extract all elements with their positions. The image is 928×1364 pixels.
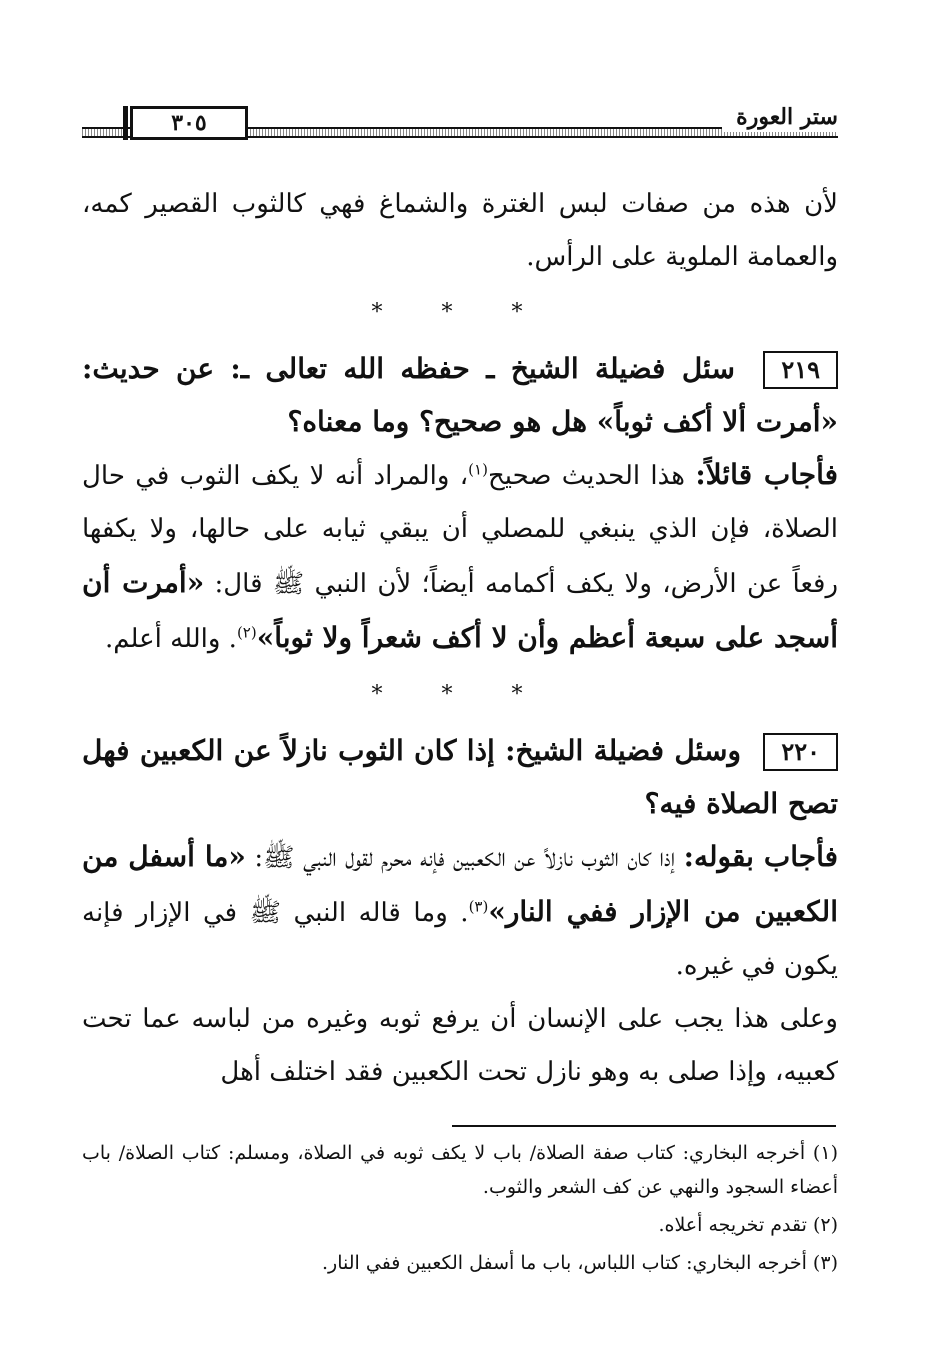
footnote-ref: (٢) [236, 623, 257, 642]
answer-text: إذا كان الثوب نازلاً عن الكعبين فإنه محرم لقول النبي ﷺ: [254, 843, 676, 873]
question-text: سئل فضيلة الشيخ ـ حفظه الله تعالى ـ: عن حديث: «أمرت ألا أكف ثوباً» هل هو صحيح؟ وما معناه؟ [82, 352, 838, 438]
footnote-2: (٢) تقدم تخريجه أعلاه. [658, 1214, 838, 1236]
paragraph-continuation: وعلى هذا يجب على الإنسان أن يرفع ثوبه وغيره من لباسه عما تحت كعبيه، وإذا صلى به وهو نازل تحت الكعبين فقد اختلف أهل [82, 1004, 838, 1087]
question-220 [82, 724, 838, 830]
answer-lead: فأجاب بقوله: [683, 840, 839, 873]
page-number: ٣٠٥ [130, 106, 248, 140]
separator-stars: * * * [371, 682, 549, 707]
answer-text: ، والمراد أنه لا يكف الثوب في حال الصلاة، فإن الذي ينبغي للمصلي أن يبقي ثيابه على حالها، ولا يكفها رفعاً عن الأرض، ولا يكف أكمامه أيضاً؛ لأن النبي ﷺ قال: [82, 461, 838, 599]
answer-219 [82, 448, 838, 666]
footnote-ref: (٣) [468, 897, 489, 916]
main-text [82, 178, 838, 1099]
page-header [82, 100, 838, 146]
answer-text: هذا الحديث صحيح [487, 461, 685, 491]
footnote-3: (٣) أخرجه البخاري: كتاب اللباس، باب ما أسفل الكعبين ففي النار. [322, 1252, 838, 1274]
hadith-quote: «أمرت أن أسجد على سبعة أعظم وأن لا أكف شعراً ولا ثوباً» [82, 566, 838, 654]
answer-text: . وما قاله النبي ﷺ في الإزار فإنه يكون في غيره. [82, 898, 838, 981]
footnotes [82, 1136, 838, 1284]
paragraph-intro: لأن هذه من صفات لبس الغترة والشماغ فهي كالثوب القصير كمه، والعمامة الملوية على الرأس. [82, 189, 838, 272]
footnote-divider [452, 1125, 836, 1127]
question-number: ٢١٩ [763, 351, 838, 389]
answer-lead: فأجاب قائلاً: [695, 458, 839, 491]
answer-220 [82, 830, 838, 993]
running-title: ستر العورة [722, 102, 838, 132]
question-number: ٢٢٠ [763, 733, 838, 771]
question-text: وسئل فضيلة الشيخ: إذا كان الثوب نازلاً عن الكعبين فهل تصح الصلاة فيه؟ [82, 734, 838, 820]
hadith-quote: «ما أسفل من الكعبين من الإزار ففي النار» [82, 840, 838, 928]
separator-stars: * * * [371, 300, 549, 325]
footnote-1: (١) أخرجه البخاري: كتاب صفة الصلاة/ باب لا يكف ثوبه في الصلاة، ومسلم: كتاب الصلاة/ باب أعضاء السجود والنهي عن كف الشعر والثوب. [82, 1142, 838, 1198]
question-219 [82, 342, 838, 448]
answer-text: . والله أعلم. [104, 624, 237, 654]
footnote-ref: (١) [468, 460, 488, 479]
